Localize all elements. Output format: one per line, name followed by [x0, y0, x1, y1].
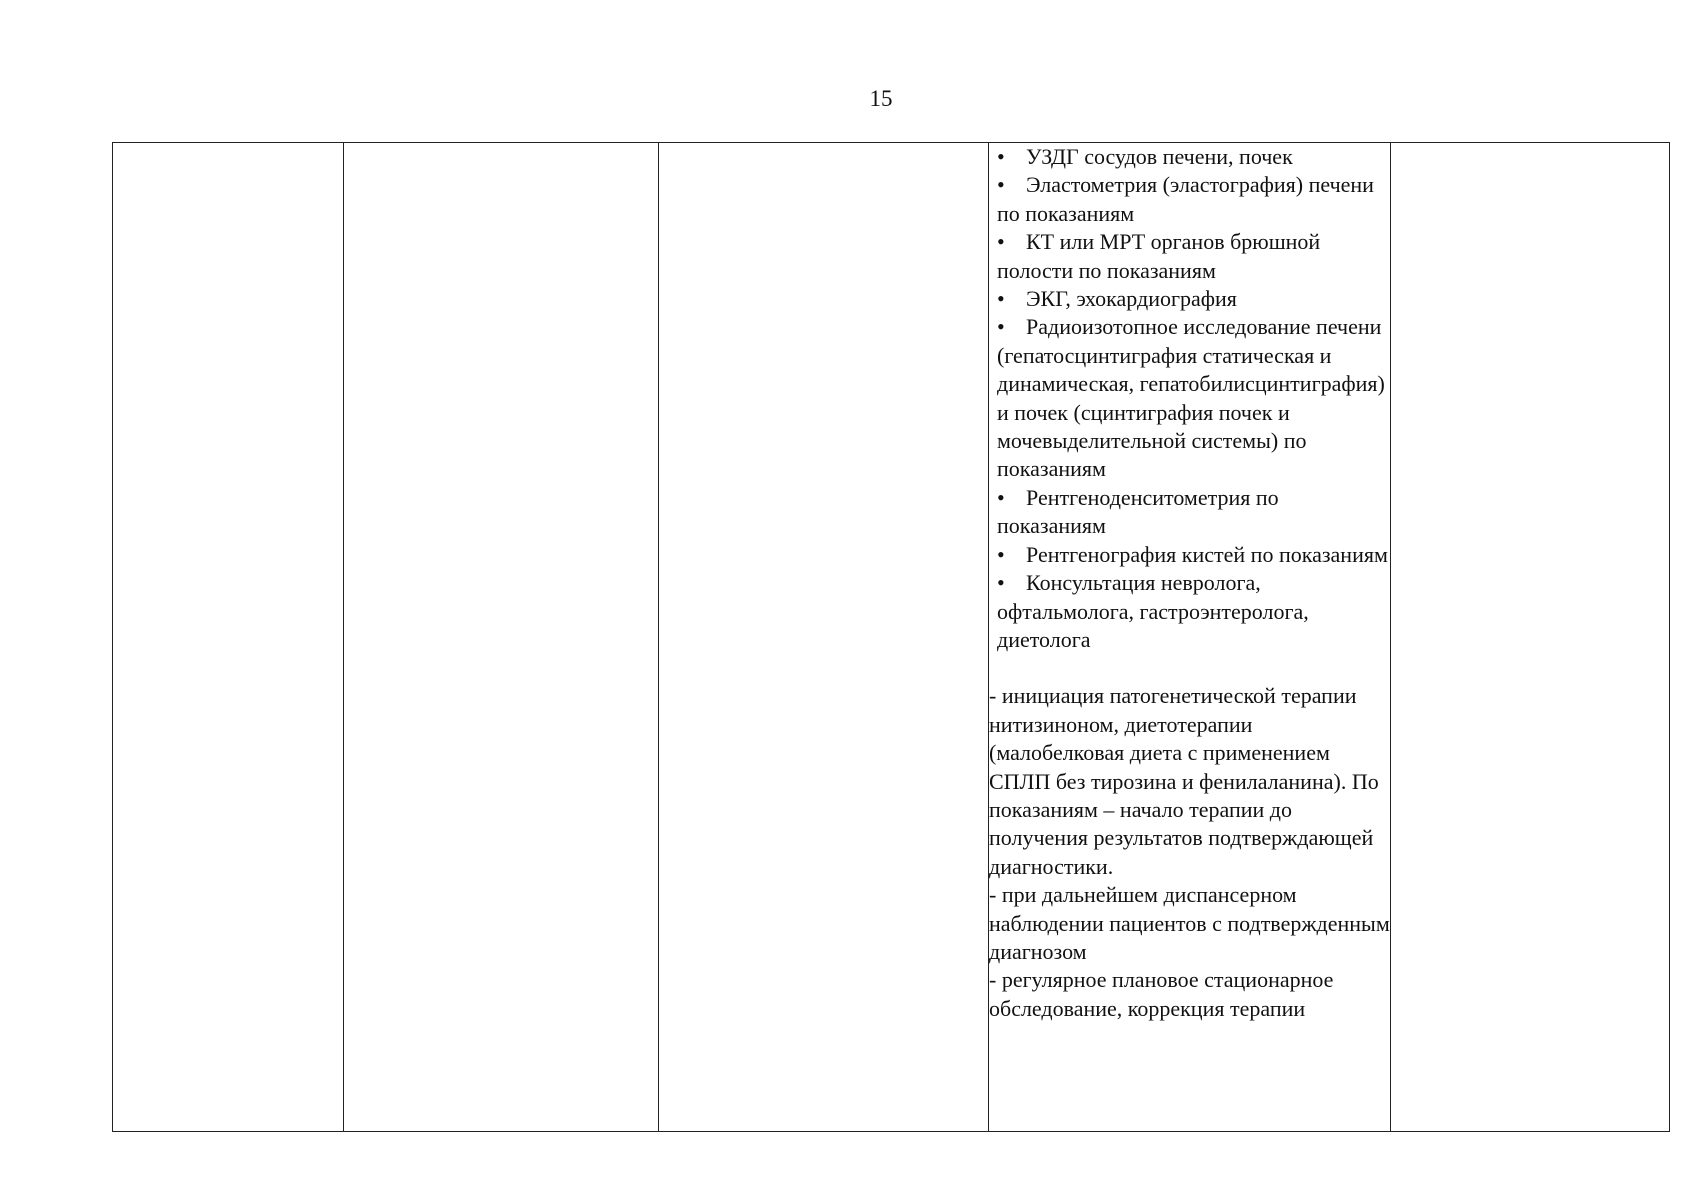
table-row: [113, 143, 1670, 1132]
list-item: [997, 171, 1390, 228]
table-cell-col3: [659, 143, 989, 1132]
table-cell-col1: [113, 143, 344, 1132]
list-item-text: Радиоизотопное исследование печени (гепатосцинтиграфия статическая и динамическая, гепатобилисцинтиграфия) и почек (сцинтиграфия почек и мочевыделительной системы) по показаниям: [997, 314, 1385, 482]
inpatient-exam-paragraph: - регулярное плановое стационарное обследование, коррекция терапии: [989, 967, 1334, 1021]
bullet-icon: •: [997, 229, 1005, 255]
list-item-text: КТ или МРТ органов брюшной полости по показаниям: [997, 229, 1321, 283]
bullet-icon: •: [997, 286, 1005, 312]
table-cell-col5: [1391, 143, 1670, 1132]
bullet-icon: •: [997, 541, 1005, 567]
list-item-text: Эластометрия (эластография) печени по показаниям: [997, 172, 1374, 226]
list-item-text: Рентгеноденситометрия по показаниям: [997, 484, 1279, 539]
table-cell-col2: [344, 143, 659, 1132]
list-item: [997, 228, 1390, 285]
list-item-text: ЭКГ, эхокардиография: [1026, 286, 1237, 312]
bullet-icon: •: [997, 314, 1005, 340]
list-item-text: Рентгенография кистей по показаниям: [1026, 541, 1388, 567]
follow-up-paragraph: - при дальнейшем диспансерном наблюдении пациентов с подтвержденным диагнозом: [989, 882, 1390, 964]
therapy-initiation-paragraph: - инициация патогенетической терапии нитизиноном, диетотерапии (малобелковая диета с применением СПЛП без тирозина и фенилаланина). По показаниям – начало терапии до получения результатов подтверждающей диагностики.: [989, 683, 1379, 879]
paragraph-spacer: [989, 654, 1390, 682]
list-item-text: Консультация невролога, офтальмолога, гастроэнтеролога, диетолога: [997, 570, 1309, 652]
bullet-icon: •: [997, 144, 1005, 169]
table-cell-content: [989, 143, 1391, 1132]
bullet-icon: •: [997, 484, 1005, 510]
list-item: [997, 484, 1390, 541]
list-item-text: УЗДГ сосудов печени, почек: [1026, 144, 1293, 169]
list-item: [997, 569, 1390, 654]
document-table: [112, 142, 1670, 1132]
bullet-icon: •: [997, 570, 1005, 596]
list-item: [997, 313, 1390, 483]
list-item: [997, 143, 1390, 171]
page-number: 15: [869, 86, 893, 111]
examination-list: [997, 143, 1390, 654]
list-item: [997, 541, 1390, 569]
list-item: [997, 285, 1390, 313]
bullet-icon: •: [997, 172, 1005, 198]
